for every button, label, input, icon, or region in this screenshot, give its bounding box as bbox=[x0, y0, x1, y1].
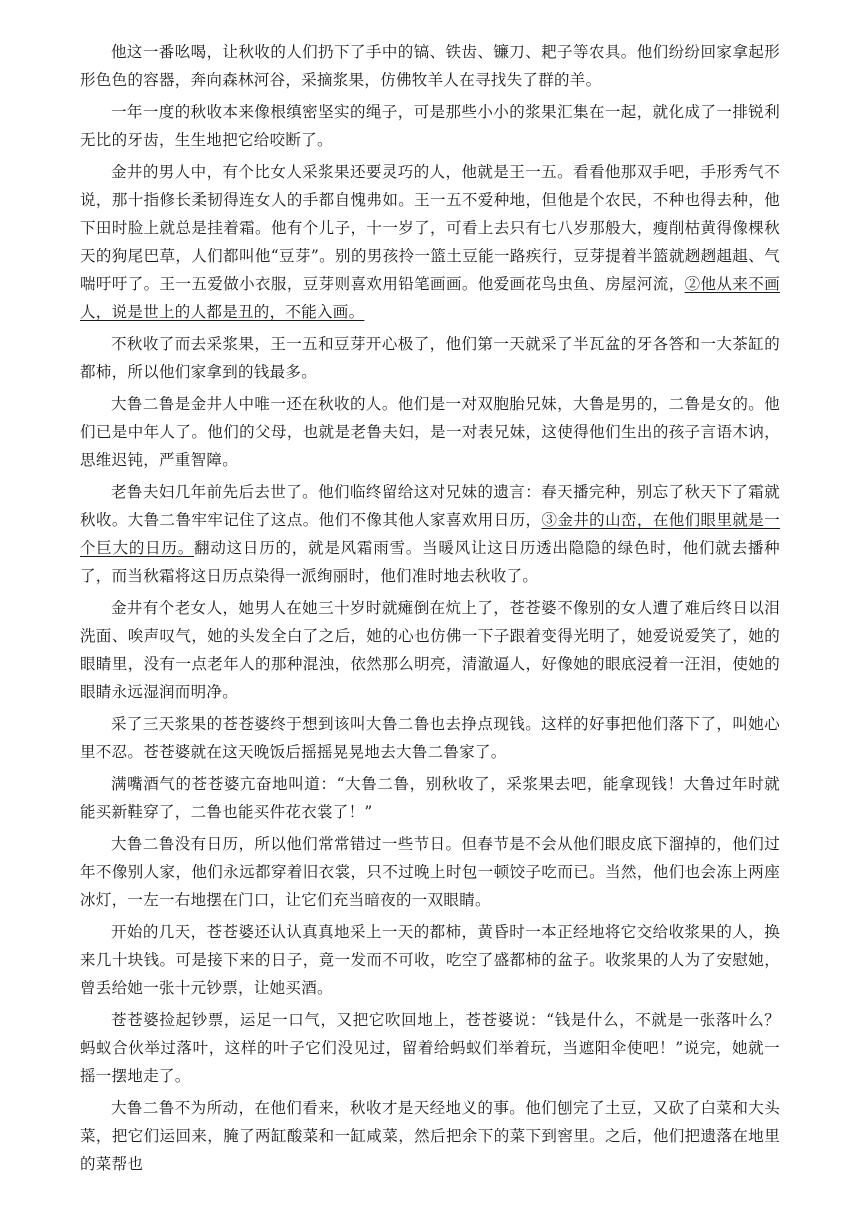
paragraph: 开始的几天，苍苍婆还认认真真地采上一天的都柿，黄昏时一本正经地将它交给收浆果的人，换来几十块钱。可是接下来的日子，竟一发而不可收，吃空了盛都柿的盆子。收浆果的人为了安慰她，曾丢给她一张十元钞票，让她买酒。 bbox=[80, 923, 780, 997]
paragraph: 大鲁二鲁没有日历，所以他们常常错过一些节日。但春节是不会从他们眼皮底下溜掉的，他们过年不像别人家，他们永远都穿着旧衣裳，只不过晚上时包一顿饺子吃而已。当然，他们也会冻上两座冰灯，一左一右地摆在门口，让它们充当暗夜的一双眼睛。 bbox=[80, 835, 780, 909]
paragraph: 老鲁夫妇几年前先后去世了。他们临终留给这对兄妹的遗言：春天播完种，别忘了秋天下了霜就秋收。大鲁二鲁牢牢记住了这点。他们不像其他人家喜欢用日历，③金井的山峦，在他们眼里就是一个巨大的日历。翻动这日历的，就是风霜雨雪。当暖风让这日历透出隐隐的绿色时，他们就去播种了，而当秋霜将这日历点染得一派绚丽时，他们准时地去秋收了。 bbox=[80, 483, 780, 585]
paragraph: 大鲁二鲁是金井人中唯一还在秋收的人。他们是一对双胞胎兄妹，大鲁是男的，二鲁是女的。他们已是中年人了。他们的父母，也就是老鲁夫妇，是一对表兄妹，这使得他们生出的孩子言语木讷，思维迟钝，严重智障。 bbox=[80, 395, 780, 469]
paragraph: 他这一番吆喝，让秋收的人们扔下了手中的镐、铁齿、镰刀、耙子等农具。他们纷纷回家拿起形形色色的容器，奔向森林河谷，采摘浆果，仿佛牧羊人在寻找失了群的羊。 bbox=[80, 43, 780, 89]
document-page bbox=[80, 38, 780, 1182]
underlined-sentence-2: ②他从来不画人，说是世上的人都是丑的，不能入画。 bbox=[80, 275, 780, 321]
paragraph: 金井的男人中，有个比女人采浆果还要灵巧的人，他就是王一五。看看他那双手吧，手形秀气不说，那十指修长柔韧得连女人的手都自愧弗如。王一五不爱种地，但他是个农民，不种也得去种，他下田时脸上就总是挂着霜。他有个儿子，十一岁了，可看上去只有七八岁那般大，瘦削枯黄得像棵秋天的狗尾巴草，人们都叫他“豆芽”。别的男孩拎一篮土豆能一路疾行，豆芽提着半篮就趔趔趄趄、气喘吁吁了。王一五爱做小衣服，豆芽则喜欢用铅笔画画。他爱画花鸟虫鱼、房屋河流，②他从来不画人，说是世上的人都是丑的，不能入画。 bbox=[80, 163, 780, 321]
underlined-sentence-3: ③金井的山峦，在他们眼里就是一个巨大的日历。 bbox=[80, 511, 780, 557]
paragraph: 一年一度的秋收本来像根缜密坚实的绳子，可是那些小小的浆果汇集在一起，就化成了一排锐利无比的牙齿，生生地把它给咬断了。 bbox=[80, 103, 780, 149]
paragraph: 苍苍婆捡起钞票，运足一口气，又把它吹回地上，苍苍婆说：“钱是什么，不就是一张落叶么？蚂蚁合伙举过落叶，这样的叶子它们没见过，留着给蚂蚁们举着玩，当遮阳伞使吧！”说完，她就一摇一摆地走了。 bbox=[80, 1011, 780, 1085]
paragraph: 采了三天浆果的苍苍婆终于想到该叫大鲁二鲁也去挣点现钱。这样的好事把他们落下了，叫她心里不忍。苍苍婆就在这天晚饭后摇摇晃晃地去大鲁二鲁家了。 bbox=[80, 715, 780, 761]
paragraph: 大鲁二鲁不为所动，在他们看来，秋收才是天经地义的事。他们刨完了土豆，又砍了白菜和大头菜，把它们运回来，腌了两缸酸菜和一缸咸菜，然后把余下的菜下到窖里。之后，他们把遗落在地里的菜帮也 bbox=[80, 1099, 780, 1173]
paragraph: 不秋收了而去采浆果，王一五和豆芽开心极了，他们第一天就采了半瓦盆的牙各答和一大茶缸的都柿，所以他们家拿到的钱最多。 bbox=[80, 335, 780, 381]
paragraph: 满嘴酒气的苍苍婆亢奋地叫道：“大鲁二鲁，别秋收了，采浆果去吧，能拿现钱！大鲁过年时就能买新鞋穿了，二鲁也能买件花衣裳了！” bbox=[80, 775, 780, 821]
paragraph: 金井有个老女人，她男人在她三十岁时就瘫倒在炕上了，苍苍婆不像别的女人遭了难后终日以泪洗面、唉声叹气，她的头发全白了之后，她的心也仿佛一下子跟着变得光明了，她爱说爱笑了，她的眼睛里，没有一点老年人的那种混浊，依然那么明亮，清澈逼人，好像她的眼底浸着一汪泪，使她的眼睛永远湿润而明净。 bbox=[80, 599, 780, 701]
